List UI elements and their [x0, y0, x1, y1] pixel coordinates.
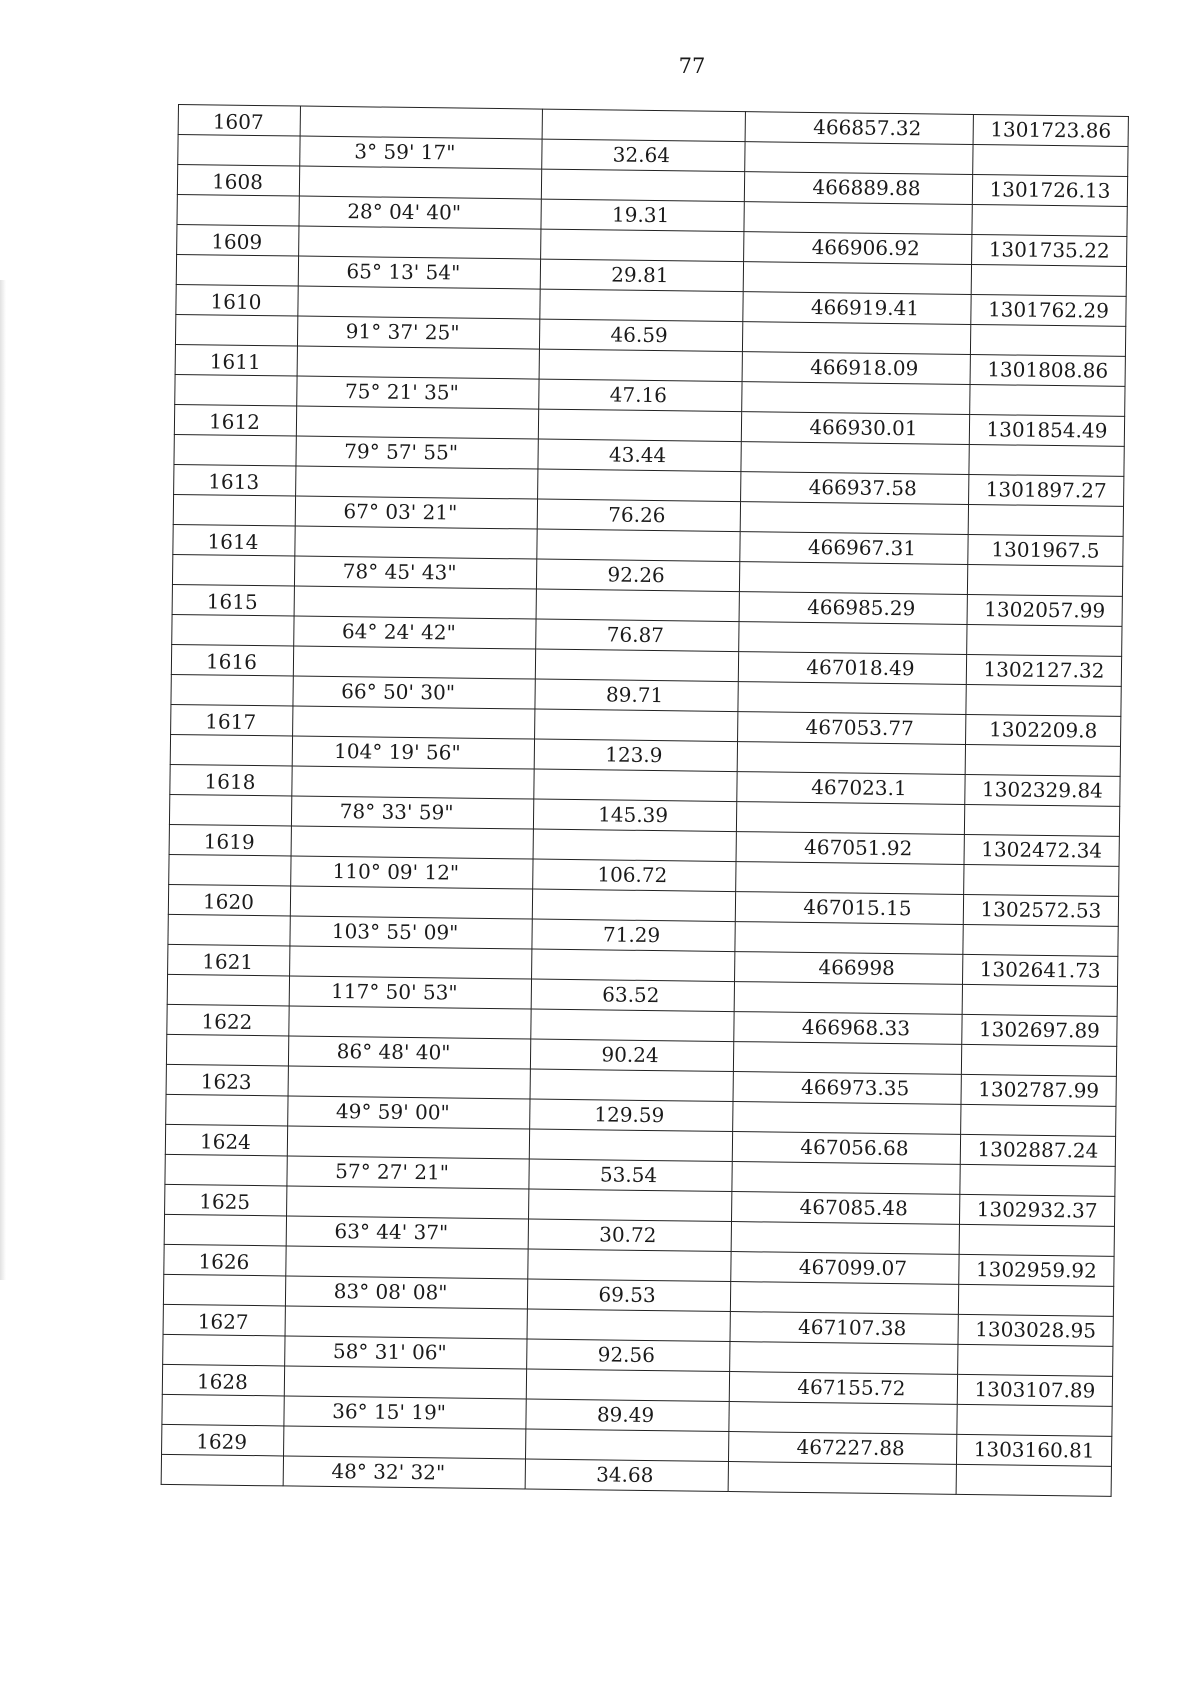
empty-cell: [284, 1426, 526, 1459]
empty-cell: [528, 1249, 731, 1282]
northing-cell: 1302572.53: [963, 894, 1118, 926]
empty-cell: [964, 804, 1119, 836]
empty-cell: [535, 649, 738, 682]
easting-cell: 467099.07: [731, 1252, 959, 1285]
easting-cell: 466967.31: [740, 532, 968, 565]
bearing-cell: 75° 21' 35": [297, 376, 539, 409]
empty-cell: [297, 346, 539, 379]
empty-cell: [176, 254, 298, 286]
bearing-cell: 104° 19' 56": [292, 736, 534, 769]
bearing-cell: 91° 37' 25": [297, 316, 539, 349]
empty-cell: [175, 314, 297, 346]
distance-cell: 92.56: [527, 1339, 730, 1372]
northing-cell: 1301726.13: [972, 174, 1127, 206]
empty-cell: [532, 949, 735, 982]
empty-cell: [961, 1104, 1116, 1136]
empty-cell: [733, 1042, 961, 1075]
northing-cell: 1302329.84: [965, 774, 1120, 806]
bearing-cell: 117° 50' 53": [289, 976, 531, 1009]
empty-cell: [290, 946, 532, 979]
empty-cell: [535, 709, 738, 742]
northing-cell: 1302959.92: [959, 1254, 1114, 1286]
empty-cell: [539, 349, 742, 382]
empty-cell: [736, 802, 964, 835]
northing-cell: 1302057.99: [967, 594, 1122, 626]
easting-cell: 467023.1: [737, 772, 965, 805]
distance-cell: 19.31: [541, 199, 744, 232]
northing-cell: 1301723.86: [973, 114, 1128, 146]
easting-cell: 467056.68: [732, 1132, 960, 1165]
easting-cell: 467155.72: [729, 1372, 957, 1405]
northing-cell: 1303107.89: [957, 1374, 1112, 1406]
empty-cell: [163, 1334, 285, 1366]
empty-cell: [739, 622, 967, 655]
empty-cell: [960, 1164, 1115, 1196]
empty-cell: [172, 614, 294, 646]
empty-cell: [971, 264, 1126, 296]
distance-cell: 76.26: [537, 499, 740, 532]
easting-cell: 467051.92: [736, 832, 964, 865]
empty-cell: [166, 1034, 288, 1066]
bearing-cell: 28° 04' 40": [299, 196, 541, 229]
point-id-cell: 1607: [178, 105, 300, 137]
easting-cell: 466998: [735, 952, 963, 985]
empty-cell: [962, 984, 1117, 1016]
bearing-cell: 3° 59' 17": [300, 136, 542, 169]
empty-cell: [972, 204, 1127, 236]
point-id-cell: 1623: [166, 1064, 288, 1096]
empty-cell: [743, 262, 971, 295]
empty-cell: [730, 1342, 958, 1375]
point-id-cell: 1619: [169, 824, 291, 856]
easting-cell: 466930.01: [741, 412, 969, 445]
empty-cell: [169, 854, 291, 886]
empty-cell: [964, 864, 1119, 896]
empty-cell: [294, 586, 536, 619]
point-id-cell: 1617: [171, 704, 293, 736]
empty-cell: [291, 826, 533, 859]
empty-cell: [966, 684, 1121, 716]
empty-cell: [526, 1369, 729, 1402]
empty-cell: [178, 135, 300, 167]
empty-cell: [736, 862, 964, 895]
empty-cell: [292, 766, 534, 799]
empty-cell: [175, 374, 297, 406]
bearing-cell: 65° 13' 54": [298, 256, 540, 289]
empty-cell: [296, 466, 538, 499]
empty-cell: [732, 1162, 960, 1195]
empty-cell: [963, 924, 1118, 956]
empty-cell: [729, 1402, 957, 1435]
empty-cell: [728, 1462, 956, 1495]
empty-cell: [532, 889, 735, 922]
distance-cell: 71.29: [532, 919, 735, 952]
distance-cell: 46.59: [539, 319, 742, 352]
empty-cell: [168, 914, 290, 946]
coordinate-table-body: [161, 105, 1128, 1497]
empty-cell: [730, 1282, 958, 1315]
empty-cell: [541, 229, 744, 262]
empty-cell: [740, 502, 968, 535]
empty-cell: [166, 1094, 288, 1126]
empty-cell: [969, 444, 1124, 476]
empty-cell: [536, 589, 739, 622]
bearing-cell: 49° 59' 00": [288, 1096, 530, 1129]
empty-cell: [172, 554, 294, 586]
point-id-cell: 1626: [164, 1244, 286, 1276]
empty-cell: [293, 646, 535, 679]
empty-cell: [744, 202, 972, 235]
scan-edge-shadow: [0, 280, 6, 1280]
easting-cell: 466889.88: [744, 172, 972, 205]
point-id-cell: 1628: [162, 1364, 284, 1396]
empty-cell: [530, 1069, 733, 1102]
empty-cell: [529, 1129, 732, 1162]
northing-cell: 1301735.22: [972, 234, 1127, 266]
easting-cell: 467085.48: [732, 1192, 960, 1225]
bearing-cell: 86° 48' 40": [288, 1036, 530, 1069]
empty-cell: [170, 734, 292, 766]
empty-cell: [299, 226, 541, 259]
empty-cell: [737, 742, 965, 775]
point-id-cell: 1609: [177, 224, 299, 256]
empty-cell: [164, 1214, 286, 1246]
easting-cell: 466973.35: [733, 1072, 961, 1105]
easting-cell: 466968.33: [734, 1012, 962, 1045]
bearing-cell: 63° 44' 37": [286, 1216, 528, 1249]
distance-cell: 89.49: [526, 1399, 729, 1432]
empty-cell: [171, 674, 293, 706]
empty-cell: [299, 166, 541, 199]
bearing-cell: 66° 50' 30": [293, 676, 535, 709]
distance-cell: 53.54: [529, 1159, 732, 1192]
distance-cell: 63.52: [531, 979, 734, 1012]
northing-cell: 1303160.81: [956, 1434, 1111, 1466]
easting-cell: 467053.77: [738, 712, 966, 745]
distance-cell: 106.72: [533, 859, 736, 892]
point-id-cell: 1627: [163, 1304, 285, 1336]
empty-cell: [745, 142, 973, 175]
empty-cell: [533, 829, 736, 862]
distance-cell: 69.53: [527, 1279, 730, 1312]
empty-cell: [733, 1102, 961, 1135]
northing-cell: 1302932.37: [959, 1194, 1114, 1226]
bearing-cell: 78° 33' 59": [291, 796, 533, 829]
bearing-cell: 103° 55' 09": [290, 916, 532, 949]
empty-cell: [958, 1284, 1113, 1316]
point-id-cell: 1613: [174, 464, 296, 496]
empty-cell: [956, 1464, 1111, 1496]
bearing-cell: 79° 57' 55": [296, 436, 538, 469]
point-id-cell: 1615: [172, 584, 294, 616]
northing-cell: 1302697.89: [962, 1014, 1117, 1046]
bearing-cell: 57° 27' 21": [287, 1156, 529, 1189]
bearing-cell: 78° 45' 43": [294, 556, 536, 589]
empty-cell: [540, 289, 743, 322]
distance-cell: 123.9: [534, 739, 737, 772]
empty-cell: [300, 106, 542, 139]
empty-cell: [161, 1454, 283, 1486]
empty-cell: [526, 1429, 729, 1462]
survey-sheet: [161, 104, 1129, 1497]
empty-cell: [967, 564, 1122, 596]
distance-cell: 29.81: [540, 259, 743, 292]
distance-cell: 47.16: [539, 379, 742, 412]
empty-cell: [538, 409, 741, 442]
northing-cell: 1302472.34: [964, 834, 1119, 866]
empty-cell: [169, 794, 291, 826]
distance-cell: 34.68: [525, 1459, 728, 1492]
empty-cell: [973, 144, 1128, 176]
empty-cell: [165, 1154, 287, 1186]
distance-cell: 89.71: [535, 679, 738, 712]
empty-cell: [734, 982, 962, 1015]
bearing-cell: 64° 24' 42": [294, 616, 536, 649]
empty-cell: [287, 1126, 529, 1159]
bearing-cell: 67° 03' 21": [295, 496, 537, 529]
point-id-cell: 1620: [168, 884, 290, 916]
bearing-cell: 36° 15' 19": [284, 1396, 526, 1429]
easting-cell: 466919.41: [743, 292, 971, 325]
point-id-cell: 1610: [176, 284, 298, 316]
empty-cell: [742, 382, 970, 415]
point-id-cell: 1614: [173, 524, 295, 556]
point-id-cell: 1612: [174, 404, 296, 436]
empty-cell: [163, 1274, 285, 1306]
northing-cell: 1301967.5: [968, 534, 1123, 566]
empty-cell: [298, 286, 540, 319]
northing-cell: 1301808.86: [970, 354, 1125, 386]
point-id-cell: 1622: [167, 1004, 289, 1036]
easting-cell: 467107.38: [730, 1312, 958, 1345]
bearing-cell: 48° 32' 32": [283, 1456, 525, 1489]
empty-cell: [287, 1186, 529, 1219]
empty-cell: [174, 434, 296, 466]
distance-cell: 43.44: [538, 439, 741, 472]
empty-cell: [961, 1044, 1116, 1076]
empty-cell: [731, 1222, 959, 1255]
coordinate-table: [161, 104, 1129, 1497]
northing-cell: 1302887.24: [960, 1134, 1115, 1166]
point-id-cell: 1625: [165, 1184, 287, 1216]
easting-cell: 466985.29: [739, 592, 967, 625]
point-id-cell: 1611: [175, 344, 297, 376]
empty-cell: [742, 322, 970, 355]
empty-cell: [970, 384, 1125, 416]
empty-cell: [739, 562, 967, 595]
easting-cell: 466918.09: [742, 352, 970, 385]
distance-cell: 129.59: [530, 1099, 733, 1132]
empty-cell: [968, 504, 1123, 536]
easting-cell: 466937.58: [741, 472, 969, 505]
page-number: 77: [678, 54, 706, 78]
point-id-cell: 1618: [170, 764, 292, 796]
northing-cell: 1301897.27: [969, 474, 1124, 506]
distance-cell: 145.39: [533, 799, 736, 832]
empty-cell: [741, 442, 969, 475]
point-id-cell: 1621: [168, 944, 290, 976]
easting-cell: 467015.15: [735, 892, 963, 925]
empty-cell: [541, 169, 744, 202]
northing-cell: 1302787.99: [961, 1074, 1116, 1106]
empty-cell: [167, 974, 289, 1006]
distance-cell: 76.87: [536, 619, 739, 652]
empty-cell: [970, 324, 1125, 356]
empty-cell: [290, 886, 532, 919]
empty-cell: [295, 526, 537, 559]
northing-cell: 1302127.32: [966, 654, 1121, 686]
bearing-cell: 83° 08' 08": [285, 1276, 527, 1309]
empty-cell: [958, 1344, 1113, 1376]
easting-cell: 467018.49: [738, 652, 966, 685]
empty-cell: [534, 769, 737, 802]
empty-cell: [293, 706, 535, 739]
bearing-cell: 58° 31' 06": [285, 1336, 527, 1369]
empty-cell: [286, 1246, 528, 1279]
empty-cell: [965, 744, 1120, 776]
empty-cell: [296, 406, 538, 439]
empty-cell: [173, 494, 295, 526]
distance-cell: 92.26: [536, 559, 739, 592]
northing-cell: 1303028.95: [958, 1314, 1113, 1346]
empty-cell: [284, 1366, 526, 1399]
easting-cell: 466857.32: [745, 112, 973, 145]
empty-cell: [529, 1189, 732, 1222]
empty-cell: [538, 469, 741, 502]
point-id-cell: 1629: [162, 1424, 284, 1456]
point-id-cell: 1608: [177, 165, 299, 197]
northing-cell: 1302209.8: [966, 714, 1121, 746]
distance-cell: 32.64: [542, 139, 745, 172]
point-id-cell: 1624: [165, 1124, 287, 1156]
empty-cell: [162, 1394, 284, 1426]
northing-cell: 1301854.49: [969, 414, 1124, 446]
northing-cell: 1302641.73: [962, 954, 1117, 986]
point-id-cell: 1616: [171, 644, 293, 676]
empty-cell: [542, 109, 745, 142]
empty-cell: [537, 529, 740, 562]
distance-cell: 90.24: [530, 1039, 733, 1072]
northing-cell: 1301762.29: [971, 294, 1126, 326]
empty-cell: [285, 1306, 527, 1339]
empty-cell: [288, 1066, 530, 1099]
bearing-cell: 110° 09' 12": [291, 856, 533, 889]
easting-cell: 467227.88: [728, 1432, 956, 1465]
empty-cell: [527, 1309, 730, 1342]
empty-cell: [957, 1404, 1112, 1436]
empty-cell: [967, 624, 1122, 656]
empty-cell: [959, 1224, 1114, 1256]
empty-cell: [738, 682, 966, 715]
easting-cell: 466906.92: [744, 232, 972, 265]
empty-cell: [177, 194, 299, 226]
empty-cell: [289, 1006, 531, 1039]
empty-cell: [531, 1009, 734, 1042]
empty-cell: [735, 922, 963, 955]
distance-cell: 30.72: [528, 1219, 731, 1252]
